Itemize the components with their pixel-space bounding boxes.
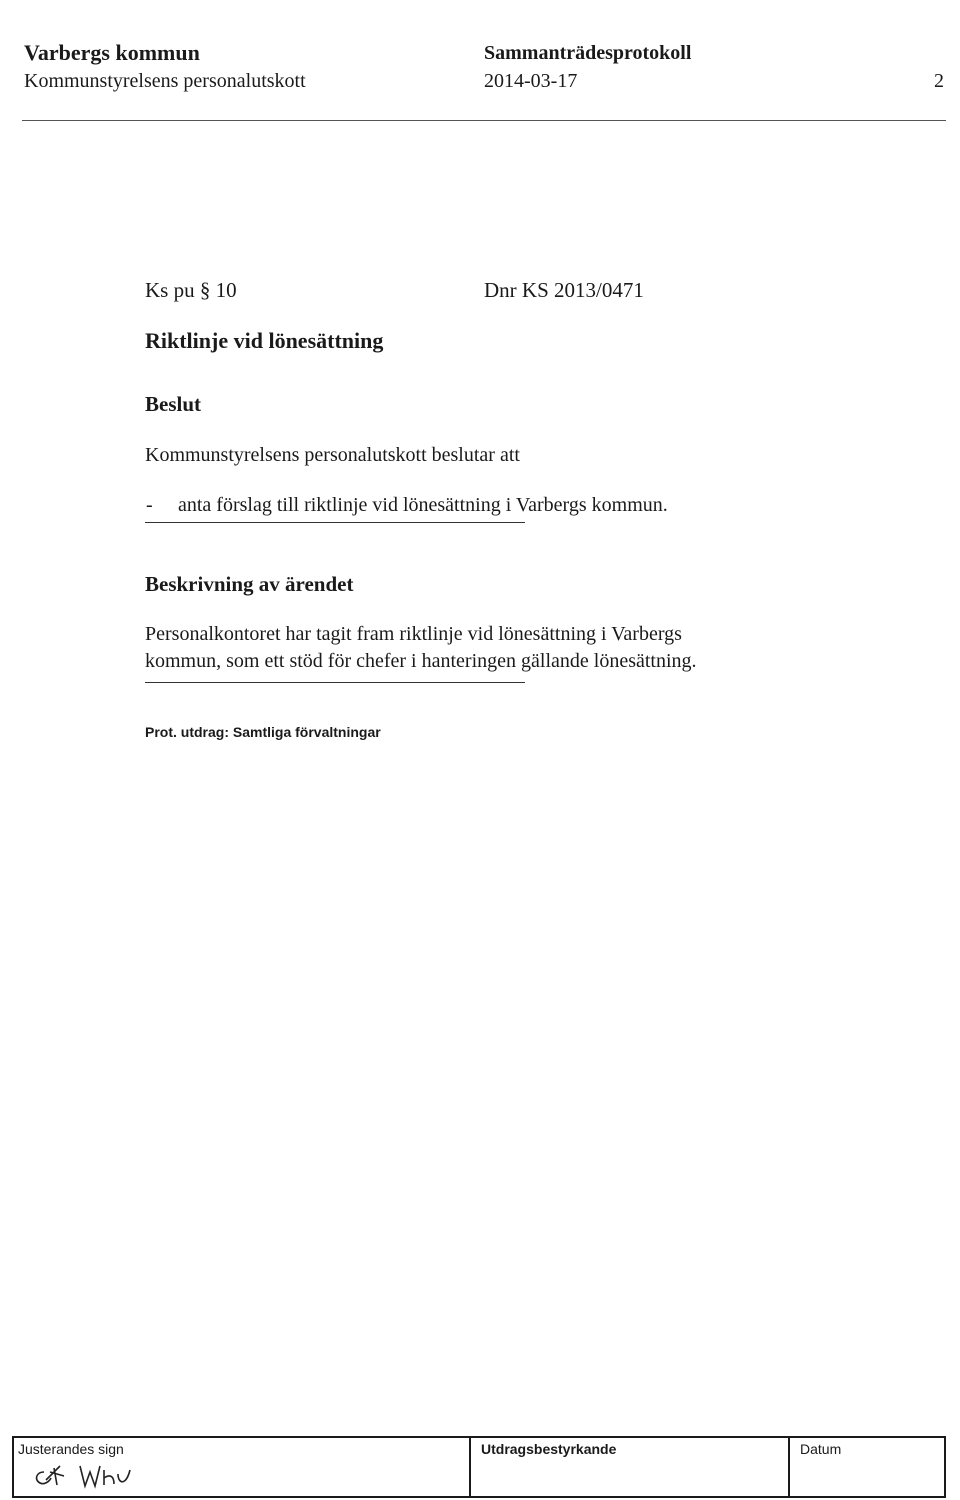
organization-name: Varbergs kommun	[24, 40, 200, 65]
description-divider	[145, 682, 525, 683]
extract-certifier-label: Utdragsbestyrkande	[481, 1441, 617, 1457]
extract-certifier-cell	[471, 1438, 790, 1496]
description-heading: Beskrivning av ärendet	[145, 572, 354, 596]
description-line: Personalkontoret har tagit fram riktlinje vid lönesättning i Varbergs	[145, 623, 682, 645]
meeting-date: 2014-03-17	[484, 70, 578, 92]
section-reference: Ks pu § 10	[145, 278, 237, 302]
committee-name: Kommunstyrelsens personalutskott	[24, 70, 306, 92]
case-number: Dnr KS 2013/0471	[484, 278, 644, 302]
document-type: Sammanträdesprotokoll	[484, 42, 692, 64]
adjusters-sign-cell	[14, 1438, 471, 1496]
page-number: 2	[934, 70, 944, 92]
adjusters-sign-label: Justerandes sign	[18, 1441, 124, 1457]
signature-footer	[12, 1436, 946, 1498]
decision-bullet: -	[146, 494, 153, 516]
description-line: kommun, som ett stöd för chefer i hanteringen gällande lönesättning.	[145, 650, 697, 672]
date-label: Datum	[800, 1441, 842, 1457]
decision-heading: Beslut	[145, 392, 202, 416]
item-title: Riktlinje vid lönesättning	[145, 328, 384, 353]
distribution-note: Prot. utdrag: Samtliga förvaltningar	[145, 724, 381, 740]
decision-divider	[145, 522, 525, 523]
date-cell	[790, 1438, 944, 1496]
decision-intro: Kommunstyrelsens personalutskott beslutar att	[145, 444, 520, 466]
handwritten-initials	[30, 1458, 140, 1492]
decision-item: anta förslag till riktlinje vid lönesättning i Varbergs kommun.	[178, 494, 668, 516]
header-divider	[22, 120, 946, 121]
